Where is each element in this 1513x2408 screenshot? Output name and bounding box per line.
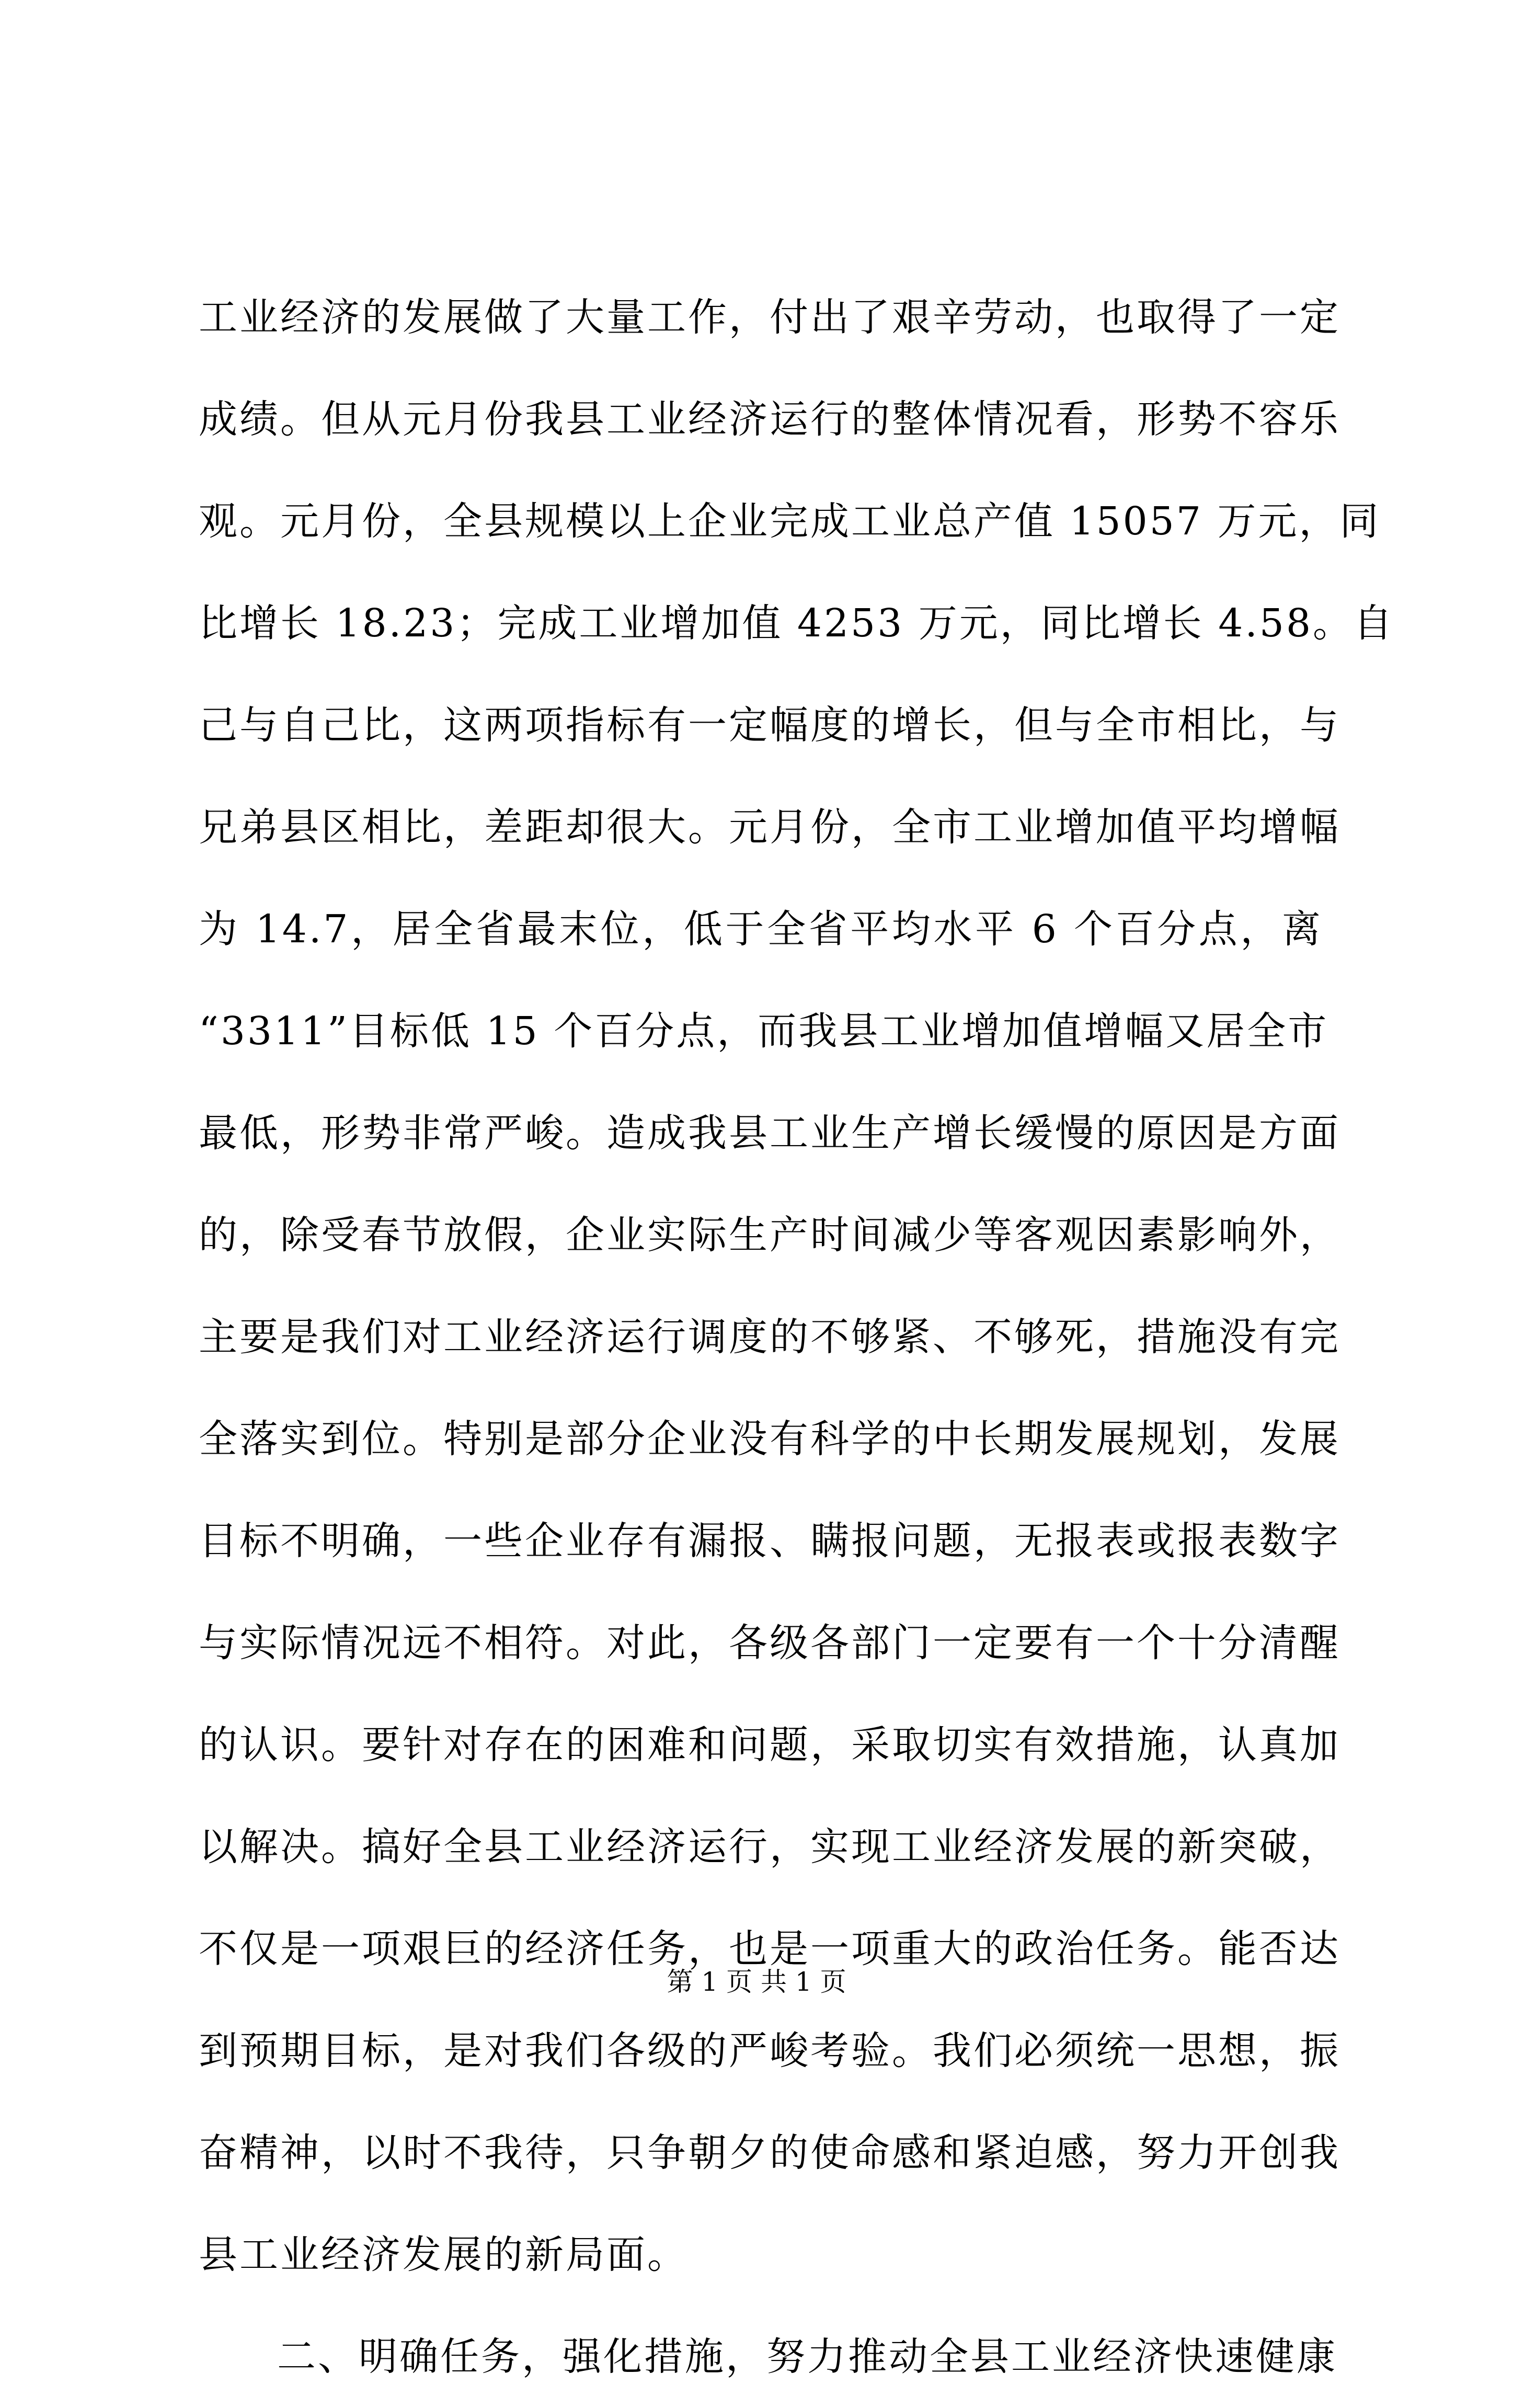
- text-line: 工业经济的发展做了大量工作，付出了艰辛劳动，也取得了一定: [199, 295, 1340, 340]
- text-line: 的，除受春节放假，企业实际生产时间减少等客观因素影响外，: [199, 1213, 1340, 1258]
- text-line: 为 14.7，居全省最末位，低于全省平均水平 6 个百分点，离: [199, 907, 1323, 952]
- text-line: 不仅是一项艰巨的经济任务，也是一项重大的政治任务。能否达: [199, 1926, 1340, 1971]
- text-line: “3311”目标低 15 个百分点，而我县工业增加值增幅又居全市: [199, 1009, 1329, 1054]
- document-body: [199, 267, 1395, 2408]
- text-line: 主要是我们对工业经济运行调度的不够紧、不够死，措施没有完: [199, 1315, 1340, 1360]
- text-line: 兄弟县区相比，差距却很大。元月份，全市工业增加值平均增幅: [199, 805, 1340, 850]
- text-line: 成绩。但从元月份我县工业经济运行的整体情况看，形势不容乐: [199, 397, 1340, 442]
- text-line: 以解决。搞好全县工业经济运行，实现工业经济发展的新突破，: [199, 1824, 1340, 1869]
- text-line: 观。元月份，全县规模以上企业完成工业总产值 15057 万元，同: [199, 499, 1381, 544]
- text-line: 目标不明确，一些企业存有漏报、瞒报问题，无报表或报表数字: [199, 1519, 1340, 1564]
- text-line: 与实际情况远不相符。对此，各级各部门一定要有一个十分清醒: [199, 1620, 1340, 1665]
- paragraph-end-line: 县工业经济发展的新局面。: [199, 2232, 688, 2277]
- section-heading-line: 二、明确任务，强化措施，努力推动全县工业经济快速健康: [277, 2334, 1337, 2379]
- text-line: 己与自己比，这两项指标有一定幅度的增长，但与全市相比，与: [199, 703, 1340, 748]
- text-line: 比增长 18.23；完成工业增加值 4253 万元，同比增长 4.58。自: [199, 601, 1395, 646]
- page-footer: 第 1 页 共 1 页: [667, 1967, 846, 1997]
- text-line: 全落实到位。特别是部分企业没有科学的中长期发展规划，发展: [199, 1417, 1340, 1462]
- text-line: 到预期目标，是对我们各级的严峻考验。我们必须统一思想，振: [199, 2028, 1340, 2073]
- text-line: 奋精神，以时不我待，只争朝夕的使命感和紧迫感，努力开创我: [199, 2130, 1340, 2175]
- text-line: 的认识。要针对存在的困难和问题，采取切实有效措施，认真加: [199, 1722, 1340, 1767]
- text-line: 最低，形势非常严峻。造成我县工业生产增长缓慢的原因是方面: [199, 1111, 1340, 1156]
